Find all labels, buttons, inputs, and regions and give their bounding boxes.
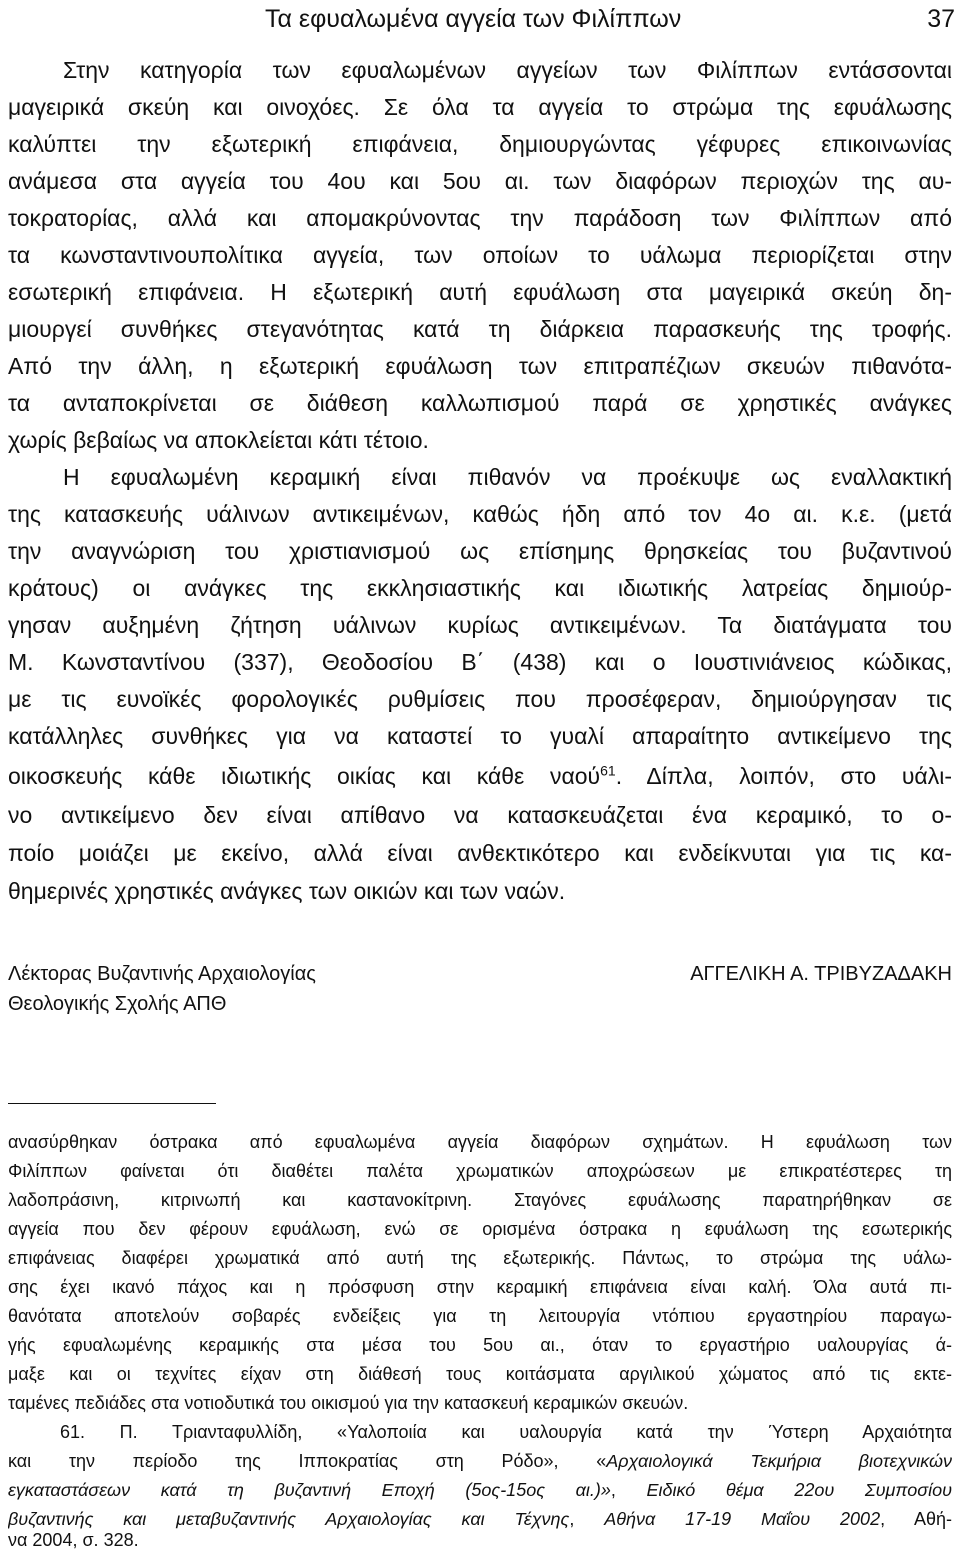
- body-line: ποίο μοιάζει με εκείνο, αλλά είναι ανθεκτικότερο και ενδείκνυται για τις κα-: [8, 840, 952, 866]
- running-header: [265, 2, 955, 36]
- footnote-text: ,: [610, 1480, 647, 1500]
- footnote-line: Φιλίππων φαίνεται ότι διαθέτει παλέτα χρωματικών αποχρώσεων με επικρατέστερες τη: [8, 1161, 952, 1181]
- body-line: Η εφυαλωμένη κεραμική είναι πιθανόν να προέκυψε ως εναλλακτική: [63, 464, 952, 490]
- body-line: κράτους) οι ανάγκες της εκκλησιαστικής και ιδιωτικής λατρείας δημιούρ-: [8, 575, 952, 601]
- body-line: θημερινές χρηστικές ανάγκες των οικιών και των ναών.: [8, 878, 566, 904]
- body-line: τοκρατορίας, αλλά και απομακρύνοντας την παράδοση των Φιλίππων από: [8, 205, 952, 231]
- footnote-line: θανότατα αποτελούν σοβαρές ενδείξεις για τη λειτουργία ντόπιου εργαστηρίου παραγω-: [8, 1306, 952, 1326]
- footnote-italic-title: Αρχαιολογικά Τεκμήρια βιοτεχνικών: [606, 1451, 952, 1471]
- author-affiliation: Θεολογικής Σχολής ΑΠΘ: [8, 993, 227, 1015]
- body-text-segment: . Δίπλα, λοιπόν, στο υάλι-: [615, 763, 952, 789]
- running-title: Τα εφυαλωμένα αγγεία των Φιλίππων: [265, 5, 682, 33]
- body-text-segment: οικοσκευής κάθε ιδιωτικής οικίας και κάθε ναού: [8, 763, 601, 789]
- footnote-line: σης έχει ικανό πάχος και η πρόσφυση στην κεραμική επιφάνεια είναι καλή. Όλα αυτά πι-: [8, 1277, 952, 1297]
- footnote-reference: 61: [600, 762, 616, 779]
- footnote-text: ,: [569, 1509, 605, 1529]
- body-line: εσωτερική επιφάνεια. Η εξωτερική αυτή εφυάλωση στα μαγειρικά σκεύη δη-: [8, 279, 952, 305]
- body-line: με τις ευνοϊκές φορολογικές ρυθμίσεις που προσέφεραν, δημιούργησαν τις: [8, 686, 952, 712]
- footnote-61-line: να 2004, σ. 328.: [8, 1530, 139, 1550]
- footnote-separator: [8, 1103, 216, 1104]
- body-line: μιουργεί συνθήκες στεγανότητας κατά τη διάρκεια παρασκευής της τροφής.: [8, 316, 952, 342]
- body-line: γησαν αυξημένη ζήτηση υάλινων κυρίως αντικειμένων. Τα διατάγματα του: [8, 612, 952, 638]
- footnote-line: ταμένες πεδιάδες στα νοτιοδυτικά του οικισμού για την κατασκευή κεραμικών σκευών.: [8, 1393, 689, 1413]
- footnote-61-line: 61. Π. Τριανταφυλλίδη, «Υαλοποιία και υαλουργία κατά την Ύστερη Αρχαιότητα: [60, 1422, 952, 1442]
- footnote-italic-title: βυζαντινής και μεταβυζαντινής Αρχαιολογίας και Τέχνης: [8, 1509, 570, 1529]
- footnote-italic-title: εγκαταστάσεων κατά τη βυζαντινή Εποχή (5ος-15ος αι.)»: [8, 1480, 611, 1500]
- footnote-text: , Αθή-: [880, 1509, 952, 1529]
- body-line: χωρίς βεβαίως να αποκλείεται κάτι τέτοιο.: [8, 427, 429, 453]
- body-line: Μ. Κωνσταντίνου (337), Θεοδοσίου Β΄ (438) και ο Ιουστινιάνειος κώδικας,: [8, 649, 952, 675]
- author-name: ΑΓΓΕΛΙΚΗ Α. ΤΡΙΒΥΖΑΔΑΚΗ: [690, 963, 952, 985]
- footnote-line: επιφάνειας διαφέρει χρωματικά από αυτή της εξωτερικής. Πάντως, το στρώμα της υάλω-: [8, 1248, 952, 1268]
- footnote-61-line: [8, 1447, 952, 1476]
- body-line: τα ανταποκρίνεται σε διάθεση καλλωπισμού παρά σε χρηστικές ανάγκες: [8, 390, 952, 416]
- page-number: 37: [927, 5, 955, 33]
- body-line: Από την άλλη, η εξωτερική εφυάλωση των επιτραπέζιων σκευών πιθανότα-: [8, 353, 952, 379]
- body-line: καλύπτει την εξωτερική επιφάνεια, δημιουργώντας γέφυρες επικοινωνίας: [8, 131, 952, 157]
- body-line: νο αντικείμενο δεν είναι απίθανο να κατασκευάζεται ένα κεραμικό, το ο-: [8, 802, 952, 828]
- body-line: μαγειρικά σκεύη και οινοχόες. Σε όλα τα αγγεία το στρώμα της εφυάλωσης: [8, 94, 952, 120]
- body-line: τα κωνσταντινουπολίτικα αγγεία, των οποίων το υάλωμα περιορίζεται στην: [8, 242, 952, 268]
- body-line: ανάμεσα στα αγγεία του 4ου και 5ου αι. των διαφόρων περιοχών της αυ-: [8, 168, 952, 194]
- body-line: κατάλληλες συνθήκες για να καταστεί το γυαλί απαραίτητο αντικείμενο της: [8, 723, 952, 749]
- body-line: της κατασκευής υάλινων αντικειμένων, καθώς ήδη από τον 4ο αι. κ.ε. (μετά: [8, 501, 952, 527]
- footnote-line: γής εφυαλωμένης κεραμικής στα μέσα του 5ου αι., όταν το εργαστήριο υαλουργίας ά-: [8, 1335, 952, 1355]
- footnote-61-line: [8, 1476, 952, 1505]
- footnote-text: και την περίοδο της Ιπποκρατίας στη Ρόδο», «: [8, 1451, 607, 1471]
- footnote-line: ανασύρθηκαν όστρακα από εφυαλωμένα αγγεία διαφόρων σχημάτων. Η εφυάλωση των: [8, 1132, 952, 1152]
- body-line: [8, 757, 952, 795]
- footnote-line: μαξε και οι τεχνίτες είχαν στη διάθεσή τους κοιτάσματα αργιλικού χώματος από τις εκτε-: [8, 1364, 952, 1384]
- author-affiliation: Λέκτορας Βυζαντινής Αρχαιολογίας: [8, 963, 316, 985]
- body-line: την αναγνώριση του χριστιανισμού ως επίσημης θρησκείας του βυζαντινού: [8, 538, 952, 564]
- body-line: Στην κατηγορία των εφυαλωμένων αγγείων των Φιλίππων εντάσσονται: [63, 57, 952, 83]
- footnote-line: λαδοπράσινη, κιτρινωπή και καστανοκίτρινη. Σταγόνες εφυάλωσης παρατηρήθηκαν σε: [8, 1190, 952, 1210]
- footnote-italic-title: Ειδικό θέμα 22ου Συμποσίου: [646, 1480, 952, 1500]
- footnote-line: αγγεία που δεν φέρουν εφυάλωση, ενώ σε ορισμένα όστρακα η εφυάλωση της εσωτερικής: [8, 1219, 952, 1239]
- footnote-italic-date: Αθήνα 17-19 Μαΐου 2002: [604, 1509, 881, 1529]
